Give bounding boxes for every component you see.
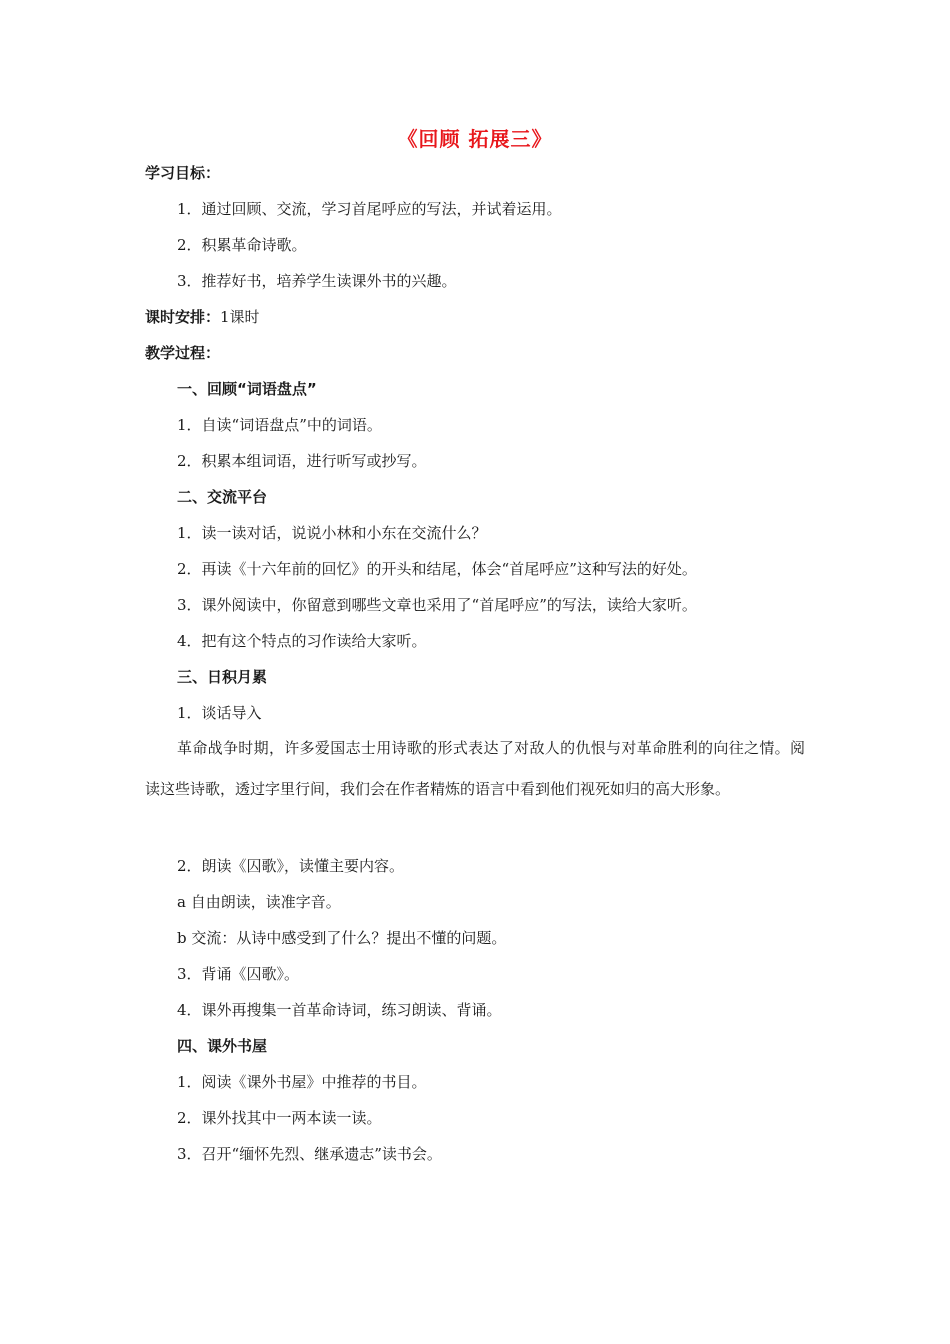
section-heading: 四、课外书屋 — [177, 1037, 268, 1055]
list-item: 1．谈话导入 — [177, 704, 262, 722]
list-item: 2．积累本组词语，进行听写或抄写。 — [177, 452, 427, 470]
list-item: 2．课外找其中一两本读一读。 — [177, 1109, 382, 1127]
objective-item: 1．通过回顾、交流，学习首尾呼应的写法，并试着运用。 — [177, 200, 562, 218]
list-item: 2．朗读《囚歌》，读懂主要内容。 — [177, 857, 405, 875]
objective-item: 3．推荐好书，培养学生读课外书的兴趣。 — [177, 272, 457, 290]
schedule-heading: 课时安排： — [145, 308, 221, 326]
list-item: b 交流：从诗中感受到了什么？提出不懂的问题。 — [177, 929, 507, 947]
list-item: 3．课外阅读中，你留意到哪些文章也采用了“首尾呼应”的写法，读给大家听。 — [177, 596, 697, 614]
list-item: 1．阅读《课外书屋》中推荐的书目。 — [177, 1073, 427, 1091]
objective-item: 2．积累革命诗歌。 — [177, 236, 307, 254]
schedule-line — [145, 307, 260, 327]
section-heading: 一、回顾“词语盘点” — [177, 380, 317, 398]
schedule-value: 1课时 — [220, 308, 260, 326]
list-item: 3．召开“缅怀先烈、继承遗志”读书会。 — [177, 1145, 442, 1163]
process-heading: 教学过程： — [145, 344, 221, 362]
body-paragraph: 革命战争时期，许多爱国志士用诗歌的形式表达了对敌人的仇恨与对革命胜利的向往之情。阅读这些诗歌，透过字里行间，我们会在作者精炼的语言中看到他们视死如归的高大形象。 — [145, 739, 805, 798]
document-title: 《回顾 拓展三》 — [397, 127, 553, 151]
list-item: 4．把有这个特点的习作读给大家听。 — [177, 632, 427, 650]
list-item: 2．再读《十六年前的回忆》的开头和结尾，体会“首尾呼应”这种写法的好处。 — [177, 560, 697, 578]
list-item: 4．课外再搜集一首革命诗词，练习朗读、背诵。 — [177, 1001, 502, 1019]
list-item: 3．背诵《囚歌》。 — [177, 965, 300, 983]
list-item: 1．读一读对话，说说小林和小东在交流什么？ — [177, 524, 487, 542]
section-heading: 三、日积月累 — [177, 668, 268, 686]
list-item: a 自由朗读，读准字音。 — [177, 893, 341, 911]
list-item: 1．自读“词语盘点”中的词语。 — [177, 416, 382, 434]
objectives-heading: 学习目标： — [145, 164, 221, 182]
section-heading: 二、交流平台 — [177, 488, 268, 506]
